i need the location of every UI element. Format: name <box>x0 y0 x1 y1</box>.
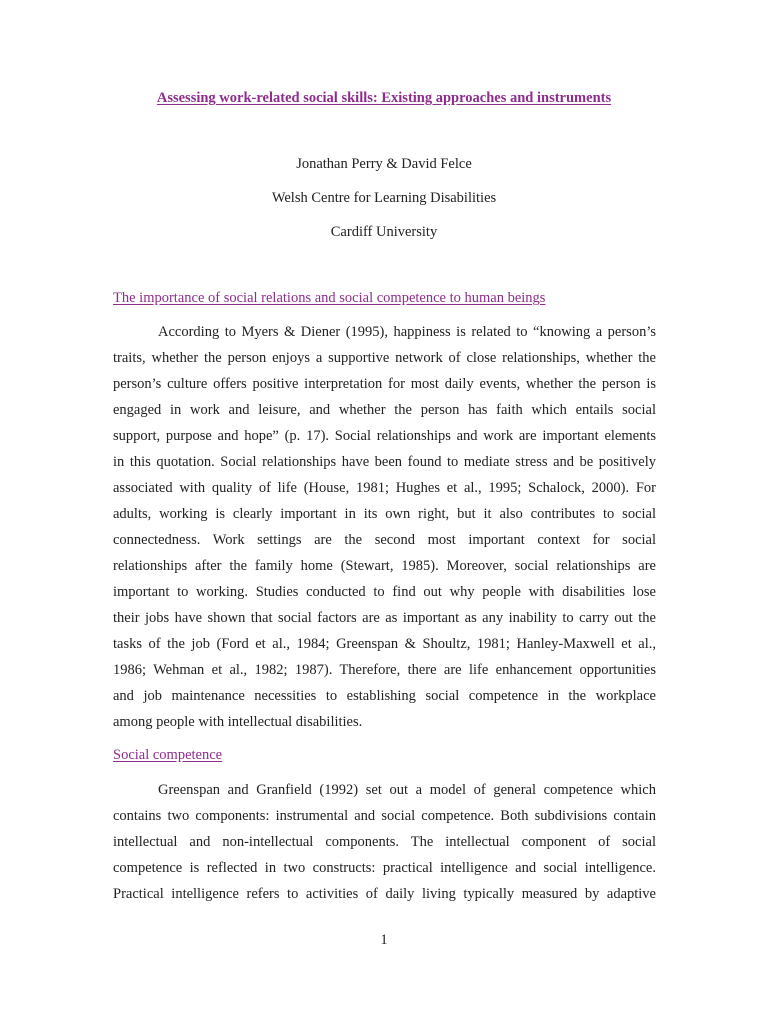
page-number: 1 <box>380 932 388 948</box>
text-line: engaged in work and leisure, and whether the person has faith which entails social <box>113 402 656 418</box>
document-title: Assessing work-related social skills: Existing approaches and instruments <box>156 90 612 106</box>
text-line: traits, whether the person enjoys a supportive network of close relationships, whether the <box>113 350 656 366</box>
text-line: competence is reflected in two constructs: practical intelligence and social intelligence. <box>113 860 656 876</box>
paragraph-social-competence <box>113 777 656 907</box>
author-affiliation: Welsh Centre for Learning Disabilities <box>271 190 497 206</box>
text-line: tasks of the job (Ford et al., 1984; Greenspan & Shoultz, 1981; Hanley-Maxwell et al., <box>113 636 656 652</box>
text-line: 1986; Wehman et al., 1982; 1987). Therefore, there are life enhancement opportunities <box>113 662 656 678</box>
text-line: in this quotation. Social relationships have been found to mediate stress and be positively <box>113 454 656 470</box>
text-line: their jobs have shown that social factors are as important as any inability to carry out the <box>113 610 656 626</box>
section-heading-importance: The importance of social relations and social competence to human beings <box>113 290 546 306</box>
section-heading-social-competence: Social competence <box>113 747 223 763</box>
text-line: Greenspan and Granfield (1992) set out a model of general competence which <box>158 782 656 798</box>
text-line: connectedness. Work settings are the second most important context for social <box>113 532 656 548</box>
text-line: and job maintenance necessities to establishing social competence in the workplace <box>113 688 656 704</box>
text-line: person’s culture offers positive interpretation for most daily events, whether the person is <box>113 376 656 392</box>
text-line: intellectual and non-intellectual components. The intellectual component of social <box>113 834 656 850</box>
text-line: support, purpose and hope” (p. 17). Social relationships and work are important elements <box>113 428 656 444</box>
author-names: Jonathan Perry & David Felce <box>296 156 472 172</box>
paragraph-importance <box>113 319 656 735</box>
author-university: Cardiff University <box>330 224 438 240</box>
text-line: important to working. Studies conducted to find out why people with disabilities lose <box>113 584 656 600</box>
text-line: relationships after the family home (Stewart, 1985). Moreover, social relationships are <box>113 558 656 574</box>
text-line: adults, working is clearly important in its own right, but it also contributes to social <box>113 506 656 522</box>
text-line: Practical intelligence refers to activities of daily living typically measured by adaptive <box>113 886 656 902</box>
text-line: associated with quality of life (House, 1981; Hughes et al., 1995; Schalock, 2000). For <box>113 480 656 496</box>
text-line: among people with intellectual disabilities. <box>113 714 363 730</box>
text-line: contains two components: instrumental and social competence. Both subdivisions contain <box>113 808 656 824</box>
text-line: According to Myers & Diener (1995), happiness is related to “knowing a person’s <box>158 324 656 340</box>
